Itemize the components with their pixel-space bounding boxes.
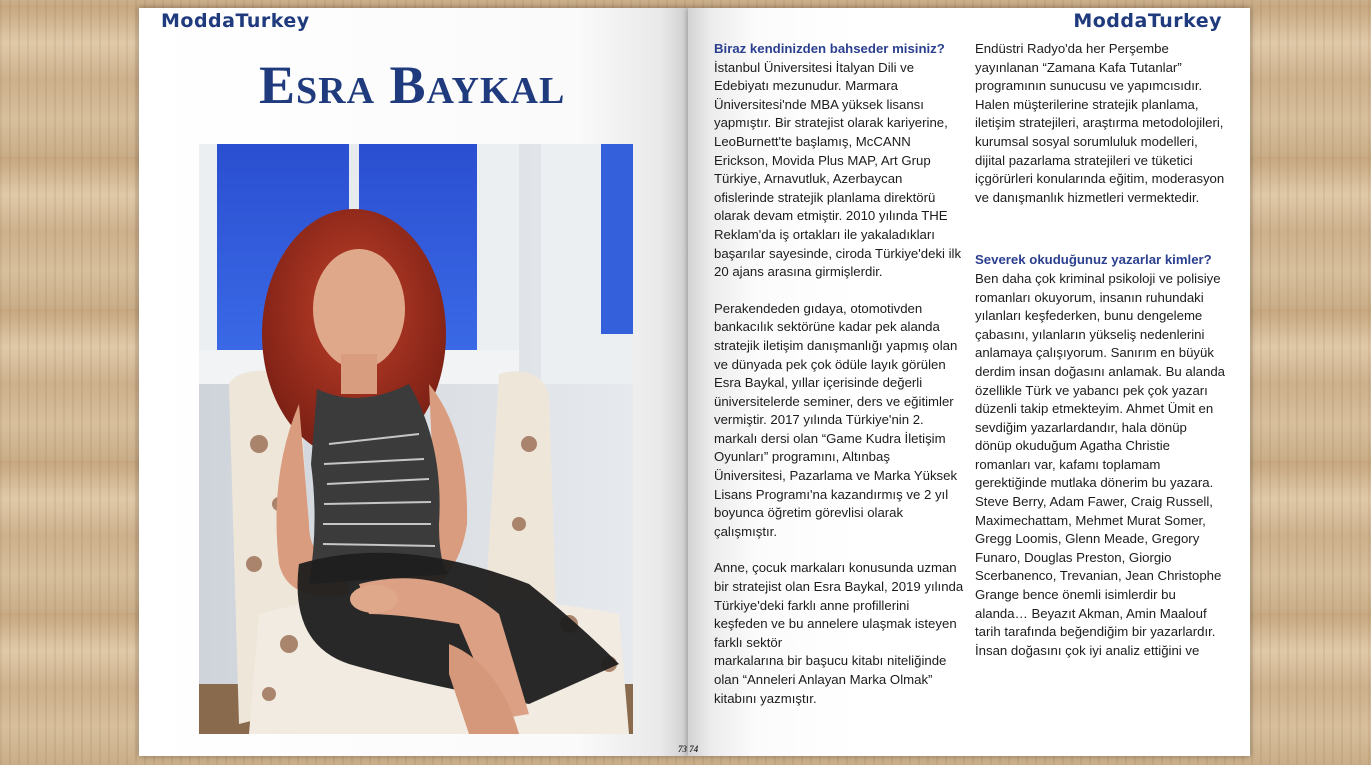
article-title: Esra Baykal bbox=[259, 55, 566, 115]
paragraph: İstanbul Üniversitesi İtalyan Dili ve Edebiyatı mezunudur. Marmara Üniversitesi'nde MBA yüksek lisansı yapmıştır. Bir stratejist olarak kariyerine, LeoBurnett'te başlamış, McCANN Erickson, Movida Plus MAP, Art Grup Türkiye, Arnavutluk, Azerbaycan ofislerinde stratejik planlama direktörü olarak devam etmiştir. 2010 yılında THE Reklam'da iş ortakları ile yakaladıkları başarılar sayesinde, ciroda Türkiye'deki ilk 20 ajans arasına girmişlerdir. bbox=[714, 59, 962, 280]
right-page bbox=[678, 8, 1250, 756]
paragraph: Perakendeden gıdaya, otomotivden bankacılık sektörüne kadar pek alanda stratejik iletişim danışmanlığı yapmış olan ve dünyada pek çok ödüle layık görülen Esra Baykal, yıllar içerisinde değerli üniversitelerde seminer, ders ve eğitimler vermiştir. 2017 yılında Türkiye'nin 2. markalı dersi olan “Game Kudra İletişim Oyunları” programını, Altınbaş Üniversitesi, Pazarlama ve Marka Yüksek Lisans Programı'na kazandırmış ve 2 yıl boyunca öğretim görevlisi olarak çalışmıştır. bbox=[714, 300, 958, 539]
left-page bbox=[139, 8, 688, 756]
text-column-1 bbox=[714, 40, 964, 726]
paragraph: Anne, çocuk markaları konusunda uzman bir stratejist olan Esra Baykal, 2019 yılında Türkiye'deki farklı anne profillerini keşfeden ve bu annelere ulaşmak isteyen farklı sektör bbox=[714, 560, 964, 650]
paragraph: markalarına bir başucu kitabı niteliğinde olan “Anneleri Anlayan Marka Olmak” kitabını yazmıştır. bbox=[714, 653, 947, 706]
page-numbers: 73 74 bbox=[678, 744, 699, 754]
text-column-2 bbox=[975, 40, 1225, 678]
paragraph: Ben daha çok kriminal psikoloji ve polisiye romanları okuyorum, insanın ruhundaki yılanları keşfederken, bunu dengeleme çabasını, yılanların yükseliş nedenlerini anlamaya çalışıyorum. Sanırım en büyük derdim insan doğasını anlamak. Bu alanda özellikle Türk ve yabancı pek çok yazarı düzenli takip etmekteyim. Ahmet Ümit en sevdiğim yazarlardandır, hala dönüp dönüp okuduğum Agatha Christie romanları var, kafamı toplamam gerektiğinde mutlaka dönerim bu yazara. Steve Berry, Adam Fawer, Craig Russell, Maximechattam, Mehmet Murat Somer, Gregg Loomis, Glenn Meade, Gregory Funaro, Douglas Preston, Giorgio Scerbanenco, Trevanian, Jean Christophe Grange bence önemli isimlerdir bu alanda… Beyazıt Akman, Amin Maalouf tarih tarafında beğendiğim bir yazarlardır. İnsan doğasını çok iyi analiz ettiğini ve bbox=[975, 270, 1225, 658]
question-heading-2: Severek okuduğunuz yazarlar kimler? bbox=[975, 252, 1212, 268]
question-heading-1: Biraz kendinizden bahseder misiniz? bbox=[714, 41, 945, 56]
brand-logo-right: ModdaTurkey bbox=[1073, 10, 1222, 32]
brand-logo-left: ModdaTurkey bbox=[161, 10, 310, 32]
portrait-photo bbox=[199, 144, 633, 734]
paragraph: Endüstri Radyo'da her Perşembe yayınlanan “Zamana Kafa Tutanlar” programının sunucusu ve yapımcısıdır. Halen müşterilerine stratejik planlama, iletişim stratejileri, araştırma metodolojileri, kurumsal sosyal sorumluluk modelleri, dijital pazarlama stratejileri ve tüketici içgörürleri konularında eğitim, moderasyon ve danışmanlık hizmetleri vermektedir. bbox=[975, 41, 1225, 205]
